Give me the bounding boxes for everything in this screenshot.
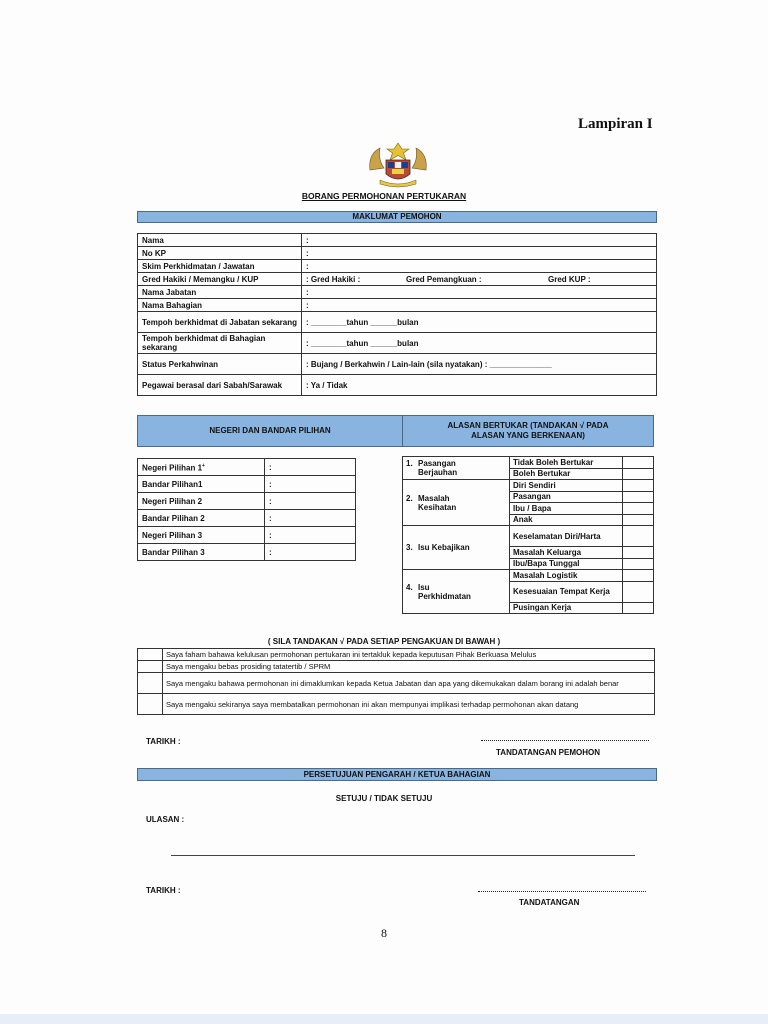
reason-checkbox[interactable] xyxy=(623,514,654,526)
pengakuan-heading: ( SILA TANDAKAN √ PADA SETIAP PENGAKUAN DI BAWAH ) xyxy=(267,637,501,646)
info-label: Gred Hakiki / Memangku / KUP xyxy=(138,273,302,286)
info-value[interactable]: : xyxy=(302,247,657,260)
sel-label: Negeri Pilihan 1 xyxy=(142,463,203,473)
reason-table xyxy=(402,456,654,614)
signature-line-pemohon[interactable] xyxy=(481,740,649,741)
sel-label: Bandar Pilihan1 xyxy=(138,476,265,493)
reason-checkbox[interactable] xyxy=(623,503,654,515)
reason-item: Anak xyxy=(510,514,623,526)
reason-group-2 xyxy=(403,480,510,526)
declaration-checkbox[interactable] xyxy=(138,694,163,715)
declaration-text: Saya mengaku sekiranya saya membatalkan permohonan ini akan mempunyai implikasi terhadap permohonan akan datang xyxy=(163,694,655,715)
reason-checkbox[interactable] xyxy=(623,468,654,480)
reason-checkbox[interactable] xyxy=(623,547,654,559)
reason-item: Ibu / Bapa xyxy=(510,503,623,515)
reason-item: Kesesuaian Tempat Kerja xyxy=(510,581,623,602)
info-label: Skim Perkhidmatan / Jawatan xyxy=(138,260,302,273)
reason-num: 2. xyxy=(406,493,413,503)
sel-label: Bandar Pilihan 2 xyxy=(138,510,265,527)
signature-label-pengarah: TANDATANGAN xyxy=(519,898,580,907)
reason-group-name: Pasangan Berjauhan xyxy=(418,459,458,477)
declaration-text: Saya mengaku bebas prosiding tatatertib / SPRM xyxy=(163,661,655,673)
info-value[interactable]: : ________tahun ______bulan xyxy=(302,333,657,354)
info-value-gred[interactable] xyxy=(302,273,657,286)
gred-kup: Gred KUP : xyxy=(548,274,591,284)
reason-item: Ibu/Bapa Tunggal xyxy=(510,558,623,570)
reason-checkbox[interactable] xyxy=(623,491,654,503)
reason-group-name: Isu Kebajikan xyxy=(418,543,470,552)
sel-label: Negeri Pilihan 3 xyxy=(138,527,265,544)
state-city-table: Negeri Pilihan 1+ : Bandar Pilihan1 : Negeri Pilihan 2 : Bandar Pilihan 2 : Negeri Pilihan 3 : Bandar Pilihan 3 : xyxy=(137,458,356,561)
negeri-heading: NEGERI DAN BANDAR PILIHAN xyxy=(137,415,403,447)
reason-item: Keselamatan Diri/Harta xyxy=(510,526,623,547)
info-value[interactable]: : xyxy=(302,260,657,273)
info-label: No KP xyxy=(138,247,302,260)
coat-of-arms-icon xyxy=(366,140,430,190)
info-label: Nama xyxy=(138,234,302,247)
page-number: 8 xyxy=(381,926,387,940)
applicant-info-table xyxy=(137,233,657,396)
signature-line-pengarah[interactable] xyxy=(478,891,646,892)
reason-checkbox[interactable] xyxy=(623,581,654,602)
reason-group-4 xyxy=(403,570,510,614)
info-label: Status Perkahwinan xyxy=(138,354,302,375)
reason-checkbox[interactable] xyxy=(623,526,654,547)
reason-item: Boleh Bertukar xyxy=(510,468,623,480)
info-value[interactable]: : ________tahun ______bulan xyxy=(302,312,657,333)
setuju-option[interactable]: SETUJU / TIDAK SETUJU xyxy=(335,794,433,803)
reason-checkbox[interactable] xyxy=(623,570,654,582)
gred-hakiki: : Gred Hakiki : xyxy=(306,274,361,284)
sel-label: Negeri Pilihan 2 xyxy=(138,493,265,510)
info-label: Pegawai berasal dari Sabah/Sarawak xyxy=(138,375,302,396)
ulasan-line[interactable] xyxy=(171,855,635,856)
sel-value[interactable]: : xyxy=(265,544,356,561)
info-value[interactable]: : Bujang / Berkahwin / Lain-lain (sila nyatakan) : ______________ xyxy=(302,354,657,375)
reason-item: Pasangan xyxy=(510,491,623,503)
sel-value[interactable]: : xyxy=(265,476,356,493)
reason-checkbox[interactable] xyxy=(623,558,654,570)
ulasan-label: ULASAN : xyxy=(146,815,185,824)
info-value[interactable]: : Ya / Tidak xyxy=(302,375,657,396)
reason-checkbox[interactable] xyxy=(623,602,654,614)
tarikh-pemohon-label: TARIKH : xyxy=(146,737,181,746)
declaration-checkbox[interactable] xyxy=(138,661,163,673)
maklumat-heading: MAKLUMAT PEMOHON xyxy=(137,211,657,223)
declaration-table xyxy=(137,648,655,715)
reason-group-name: Isu Perkhidmatan xyxy=(418,582,471,601)
reason-num: 1. xyxy=(406,459,413,468)
reason-item: Masalah Keluarga xyxy=(510,547,623,559)
lampiran-label: Lampiran I xyxy=(578,116,653,132)
reason-item: Diri Sendiri xyxy=(510,480,623,492)
sel-label: Bandar Pilihan 3 xyxy=(138,544,265,561)
declaration-checkbox[interactable] xyxy=(138,673,163,694)
info-label: Nama Bahagian xyxy=(138,299,302,312)
sel-value[interactable]: : xyxy=(265,527,356,544)
bottom-stripe xyxy=(0,1014,768,1024)
reason-group-name: Masalah Kesihatan xyxy=(418,493,457,512)
signature-label-pemohon: TANDATANGAN PEMOHON xyxy=(496,748,600,757)
reason-item: Masalah Logistik xyxy=(510,570,623,582)
declaration-text: Saya faham bahawa kelulusan permohonan pertukaran ini tertakluk kepada keputusan Pihak Berkuasa Melulus xyxy=(163,649,655,661)
reason-checkbox[interactable] xyxy=(623,480,654,492)
form-title: BORANG PERMOHONAN PERTUKARAN xyxy=(301,191,467,201)
tarikh-pengarah-label: TARIKH : xyxy=(146,886,181,895)
info-label: Tempoh berkhidmat di Bahagian sekarang xyxy=(138,333,302,354)
alasan-heading: ALASAN BERTUKAR (TANDAKAN √ PADA ALASAN YANG BERKENAAN) xyxy=(402,415,654,447)
declaration-text: Saya mengaku bahawa permohonan ini dimaklumkan kepada Ketua Jabatan dan apa yang dikemukakan dalam borang ini adalah benar xyxy=(163,673,655,694)
info-value[interactable]: : xyxy=(302,299,657,312)
reason-item: Pusingan Kerja xyxy=(510,602,623,614)
sel-value[interactable]: : xyxy=(265,493,356,510)
reason-item: Tidak Boleh Bertukar xyxy=(510,457,623,469)
reason-group-1 xyxy=(403,457,510,480)
gred-pemangkuan: Gred Pemangkuan : xyxy=(406,274,482,284)
persetujuan-heading: PERSETUJUAN PENGARAH / KETUA BAHAGIAN xyxy=(137,768,657,781)
declaration-checkbox[interactable] xyxy=(138,649,163,661)
reason-num: 4. xyxy=(406,582,413,592)
info-label: Tempoh berkhidmat di Jabatan sekarang xyxy=(138,312,302,333)
reason-num: 3. xyxy=(406,543,413,552)
reason-group-3 xyxy=(403,526,510,570)
sel-value[interactable]: : xyxy=(265,459,356,476)
info-label: Nama Jabatan xyxy=(138,286,302,299)
info-value[interactable]: : xyxy=(302,286,657,299)
info-value[interactable]: : xyxy=(302,234,657,247)
reason-checkbox[interactable] xyxy=(623,457,654,469)
sel-value[interactable]: : xyxy=(265,510,356,527)
